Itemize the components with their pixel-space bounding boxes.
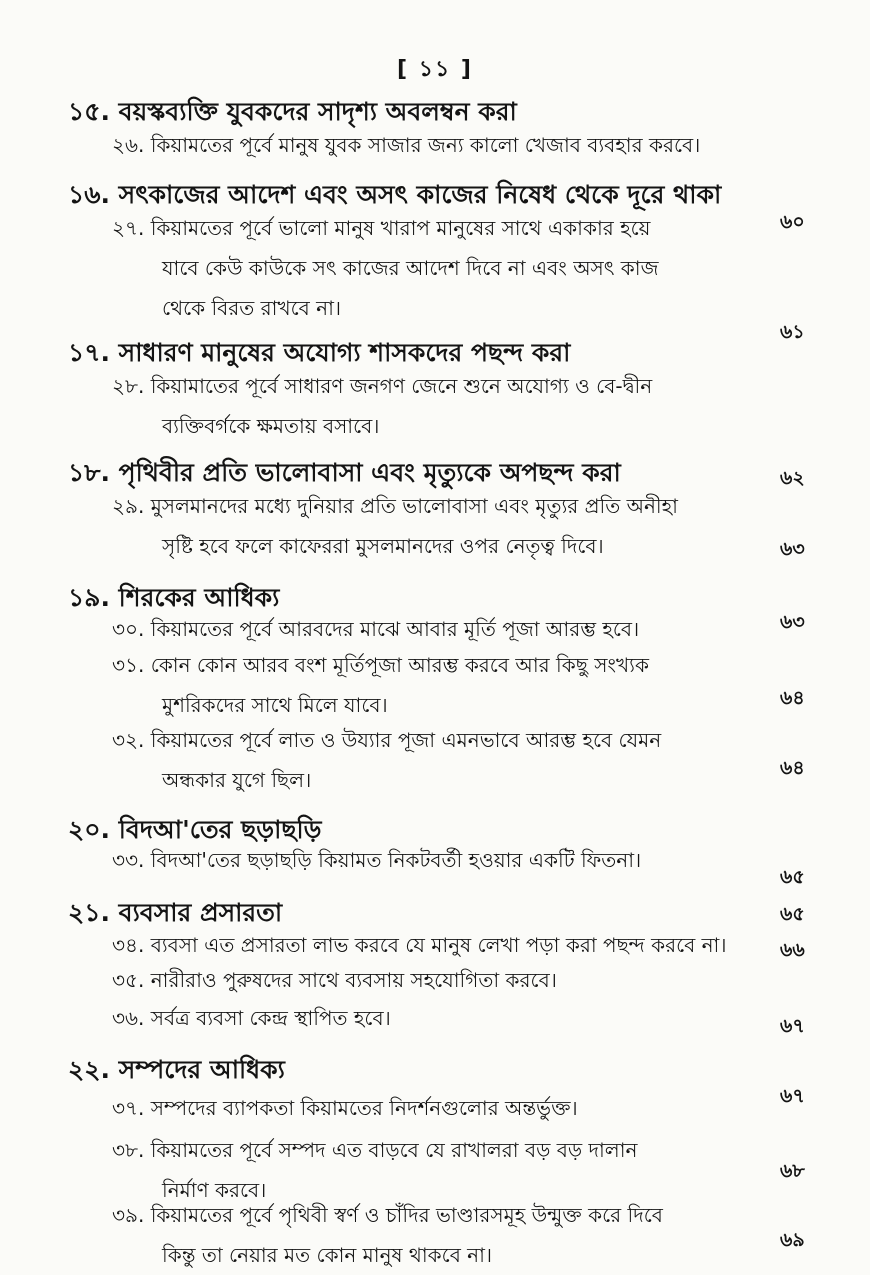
item-number: ৩৫. [112,968,145,992]
item-text: কিয়ামাতের পূর্বে সাধারণ জনগণ জেনে শুনে অযোগ্য ও বে-দ্বীন [150,374,653,398]
item-text: অন্ধকার যুগে ছিল। [162,768,312,792]
list-item [112,1195,762,1275]
item-text: নির্মাণ করবে। [162,1178,267,1202]
item-text: থেকে বিরত রাখবে না। [162,296,342,320]
list-item [112,960,762,1000]
item-text: মুশরিকদের সাথে মিলে যাবে। [162,693,388,717]
item-text: কিয়ামতের পূর্বে পৃথিবী স্বর্ণ ও চাঁদির ভাণ্ডারসমূহ উন্মুক্ত করে দিবে [150,1203,663,1227]
page-number: ৬৫ [780,903,805,925]
list-item [112,720,762,800]
list-item [112,208,762,328]
item-text: মুসলমানদের মধ্যে দুনিয়ার প্রতি ভালোবাসা এবং মৃত্যুর প্রতি অনীহা [150,494,678,518]
section-heading: ১৯. শিরকের আধিক্য [68,583,280,612]
item-text: কিন্তু তা নেয়ার মত কোন মানুষ থাকবে না। [162,1243,493,1267]
list-item [112,125,762,165]
page-number: ৬৭ [780,1085,805,1107]
page-number: ৬৮ [780,1160,805,1182]
page-number: ৬৬ [780,939,805,961]
item-text: সর্বত্র ব্যবসা কেন্দ্র স্থাপিত হবে। [150,1006,391,1030]
section-heading: ১৬. সৎকাজের আদেশ এবং অসৎ কাজের নিষেধ থেকে দূরে থাকা [68,180,722,209]
page-number: ৬৪ [780,687,805,709]
section-heading: ১৭. সাধারণ মানুষের অযোগ্য শাসকদের পছন্দ করা [68,338,571,367]
section-heading: ২২. সম্পদের আধিক্য [68,1055,285,1084]
page-number: ৬২ [780,467,805,489]
list-item [112,609,762,649]
item-text: সৃষ্টি হবে ফলে কাফেররা মুসলমানদের ওপর নেতৃত্ব দিবে। [162,534,604,558]
list-item [112,925,762,965]
item-number: ৩৪. [112,933,145,957]
page-number: ৬০ [780,211,805,233]
list-item [112,486,762,566]
section-heading: ২১. ব্যবসার প্রসারতা [68,898,283,927]
item-number: ২৬. [112,133,145,157]
item-text: বিদআ'তের ছড়াছড়ি কিয়ামত নিকটবর্তী হওয়ার একটি ফিতনা। [150,848,642,872]
item-number: ৩৯. [112,1203,145,1227]
page-number: ৬৩ [780,611,805,633]
item-text: কিয়ামতের পূর্বে ভালো মানুষ খারাপ মানুষের সাথে একাকার হয়ে [150,216,651,240]
list-item [112,998,762,1038]
item-text: ব্যবসা এত প্রসারতা লাভ করবে যে মানুষ লেখা পড়া করা পছন্দ করবে না। [150,933,727,957]
list-item [112,645,762,725]
list-item [112,366,762,446]
item-text: কিয়ামতের পূর্বে সম্পদ এত বাড়বে যে রাখালরা বড় বড় দালান [150,1138,638,1162]
page-folio: [ ১১ ] [397,57,473,82]
item-number: ৩১. [112,653,145,677]
page-number: ৬৭ [780,1015,805,1037]
section-heading: ১৫. বয়স্কব্যক্তি যুবকদের সাদৃশ্য অবলম্বন করা [68,97,517,126]
item-number: ৩৭. [112,1096,145,1120]
item-text: সম্পদের ব্যাপকতা কিয়ামতের নিদর্শনগুলোর অন্তর্ভুক্ত। [150,1096,578,1120]
item-text: কিয়ামতের পূর্বে মানুষ যুবক সাজার জন্য কালো খেজাব ব্যবহার করবে। [150,133,701,157]
page-number: ৬৯ [780,1229,805,1251]
list-item [112,840,762,880]
section-heading: ২০. বিদআ'তের ছড়াছড়ি [68,815,322,844]
item-number: ৩৬. [112,1006,145,1030]
page-number: ৬৫ [780,866,805,888]
item-number: ৩২. [112,728,145,752]
item-text: কোন কোন আরব বংশ মূর্তিপূজা আরম্ভ করবে আর কিছু সংখ্যক [150,653,649,677]
list-item [112,1088,762,1128]
item-text: কিয়ামতের পূর্বে আরবদের মাঝে আবার মূর্তি পূজা আরম্ভ হবে। [150,617,640,641]
item-number: ২৮. [112,374,145,398]
item-number: ২৭. [112,216,145,240]
item-number: ২৯. [112,494,145,518]
item-text: কিয়ামতের পূর্বে লাত ও উয্যার পূজা এমনভাবে আরম্ভ হবে যেমন [150,728,662,752]
item-text: নারীরাও পুরুষদের সাথে ব্যবসায় সহযোগিতা করবে। [150,968,557,992]
page-number: ৬৩ [780,538,805,560]
section-heading: ১৮. পৃথিবীর প্রতি ভালোবাসা এবং মৃত্যুকে অপছন্দ করা [68,458,621,487]
item-number: ৩৩. [112,848,145,872]
item-number: ৩০. [112,617,145,641]
item-text: যাবে কেউ কাউকে সৎ কাজের আদেশ দিবে না এবং অসৎ কাজ [162,256,659,280]
item-number: ৩৮. [112,1138,145,1162]
page-number: ৬৪ [780,757,805,779]
item-text: ব্যক্তিবর্গকে ক্ষমতায় বসাবে। [162,414,380,438]
page-number: ৬১ [780,321,805,343]
